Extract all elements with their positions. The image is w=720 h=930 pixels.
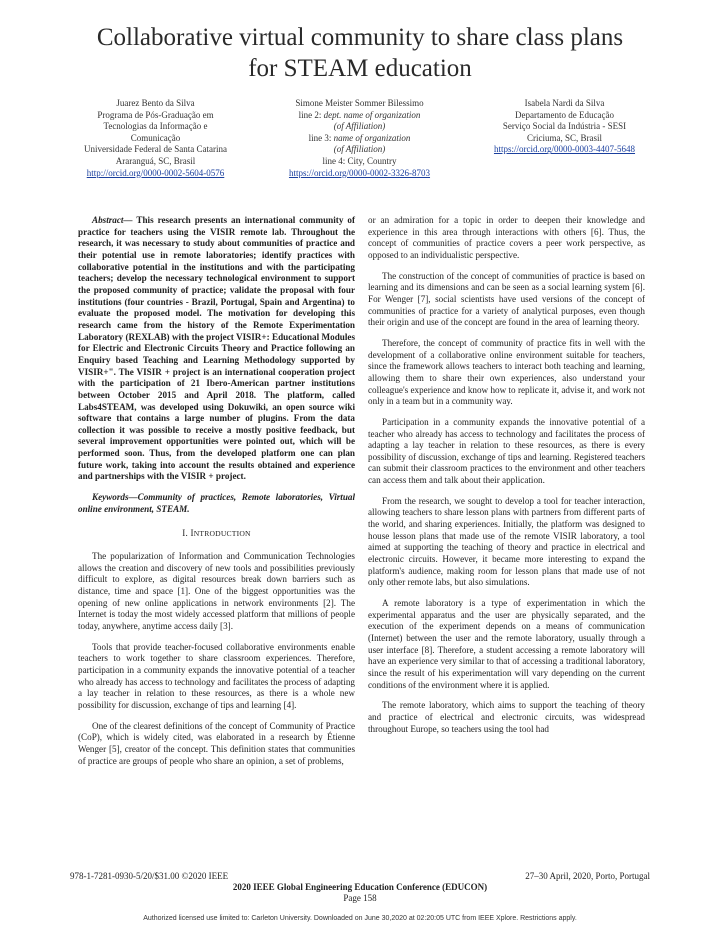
paper-title-line-2: for STEAM education: [248, 55, 472, 82]
abstract-label: Abstract—: [92, 215, 133, 225]
author-affiliation-line: (of Affiliation): [333, 144, 386, 155]
author-affiliation-line: Tecnologias da Informação e: [103, 121, 208, 132]
footer-conference: 2020 IEEE Global Engineering Education Conference (EDUCON): [232, 882, 488, 892]
left-column: [78, 215, 355, 776]
abstract-text: This research presents an international community of practice for teachers using the VISIR remote lab. Throughout the research, it was necessary to study about communities of practice and their potential use in remote laboratories; identify practices with collaborative potential in the institutions and with the participating teachers; develop the necessary technological environment to support the proposed community of practice; validate the proposal with four institutions (four countries - Brazil, Portugal, Spain and Argentina) to evaluate the proposed model. The motivation for developing this research came from the history of the Remote Experimentation Laboratory (REXLAB) with the project VISIR+: Educational Modules for Electric and Electronic Circuits Theory and Practice following an Enquiry based Teaching and Learning Methodology supported by VISIR+". The VISIR + project is an international cooperation project with the participation of 21 Ibero-American partner institutions between October 2015 and April 2018. The platform, called Labs4STEAM, was developed using Dokuwiki, an open source wiki software that contains a large number of plugins. From the data collection it was possible to receive a mostly positive feedback, but several improvement opportunities were pointed out, which will be performed soon. Thus, from the developed platform one can plan future work, taking into account the results obtained and experience and partnerships with the VISIR + project.: [78, 215, 355, 482]
abstract: [78, 215, 355, 483]
orcid-link[interactable]: https://orcid.org/0000-0002-3326-8703: [288, 167, 431, 178]
paper-title-line-1: Collaborative virtual community to share class plans: [96, 24, 624, 51]
author-affiliation-line: line 4: City, Country: [322, 155, 397, 166]
author-name: Isabela Nardi da Silva: [524, 98, 605, 108]
section-heading-introduction: [78, 528, 355, 540]
line-prefix: line 2:: [298, 109, 324, 120]
orcid-link[interactable]: http://orcid.org/0000-0002-5604-0576: [86, 167, 225, 178]
license-notice: Authorized licensed use limited to: Carleton University. Downloaded on June 30,2020 at 02:20:05 UTC from IEEE Xplore. Restrictions apply.: [143, 915, 577, 922]
paragraph: A remote laboratory is a type of experimentation in which the experimental apparatus and the user are physically separated, and the execution of the experiment depends on a means of communication (Internet) between the user and the remote laboratory, usually through a user interface [8]. Therefore, a student accessing a remote laboratory will have an experience very similar to that of accessing a traditional laboratory, since the result of his experimentation will vary depending on the current conditions of the environment where it is applied.: [368, 598, 645, 690]
paper-title: [40, 22, 680, 84]
paragraph: One of the clearest definitions of the concept of Community of Practice (CoP), which is widely cited, was elaborated in a research by Étienne Wenger [5], creator of the concept. This definition states that communities of practice are groups of people who share an opinion, a set of problems,: [78, 720, 355, 766]
paragraph: From the research, we sought to develop a tool for teacher interaction, allowing teachers to share lesson plans with partners from different parts of the world, and sharing experiences. Initially, the platform was designed to house lesson plans that made use of the remote VISIR laboratory, a tool aimed at supporting the teaching of theory and practice in electrical and electronic circuits. However, it became more interesting to expand the platform's audience, making room for lesson plans that made use of not only other remote labs, but also simulations.: [368, 495, 645, 588]
author-affiliation-line: [257, 133, 462, 145]
placeholder-text: dept. name of organization: [323, 109, 421, 120]
placeholder-text: name of organization: [333, 132, 411, 143]
paragraph: Tools that provide teacher-focused collaborative environments enable teachers to work together to share classroom experiences. Therefore, participation in a community expands the innovative potential of a teacher who already has access to technology and facilitates the process of adapting a lay teacher in relation to these resources, as there is a whole new possibility for discussion, exchange of tips and learning [4].: [78, 641, 355, 710]
author-affiliation-line: Araranguá, SC, Brasil: [115, 155, 196, 166]
author-affiliation-line: Departamento de Educação: [515, 109, 614, 120]
author-affiliation-line: Comunicação: [130, 132, 181, 143]
author-affiliation-line: Universidade Federal de Santa Catarina: [84, 144, 227, 155]
author-name: Simone Meister Sommer Bilessimo: [295, 98, 424, 108]
author-block-2: [257, 98, 462, 179]
author-affiliation-line: (of Affiliation): [333, 121, 386, 132]
section-initial: I: [190, 528, 194, 539]
paragraph: or an admiration for a topic in order to deepen their knowledge and experience in this area through interactions with others [6]. Thus, the concept of communities of practice covers a peer work perspective, as opposed to an individualistic perspective.: [368, 215, 645, 260]
paragraph: The popularization of Information and Communication Technologies allows the creation and discovery of new tools and possibilities previously difficult to explore, as digital resources break down barriers such as distance, time and space [1]. One of the biggest opportunities was the opening of new online applications in network environments [2]. The Internet is today the most widely accessed platform that millions of people today, anywhere, anytime access daily [3].: [78, 551, 355, 631]
section-number: I.: [182, 528, 188, 539]
author-block-3: [462, 98, 667, 156]
orcid-link[interactable]: https://orcid.org/0000-0003-4407-5648: [493, 144, 636, 155]
author-block-1: [53, 98, 258, 179]
author-name: Juarez Bento da Silva: [116, 98, 195, 108]
footer-page-number: Page 158: [343, 893, 377, 903]
paragraph: The remote laboratory, which aims to support the teaching of theory and practice of electrical and electronic circuits, was widespread throughout Europe, so teachers using the tool had: [368, 700, 645, 734]
paragraph: Therefore, the concept of community of practice fits in well with the development of a collaborative online environment suitable for teachers, since the framework allows teachers to interact both teaching and learning, allowing them to share their own experiences, also understand your colleague's experience and know how to replicate it, advise it, and work not only in a team but in a community way.: [368, 337, 645, 407]
author-affiliation-line: [257, 110, 462, 122]
author-affiliation-line: Programa de Pós-Graduação em: [97, 109, 214, 120]
right-column: [368, 215, 645, 744]
author-affiliation-line: Serviço Social da Indústria - SESI: [502, 121, 627, 132]
footer-date: 27–30 April, 2020, Porto, Portugal: [525, 871, 650, 881]
paragraph: The construction of the concept of communities of practice is based on learning and its dimensions and can be seen as a social learning system [6]. For Wenger [7], social scientists have used versions of the concept of communities of practice for a variety of analytical purposes, even though their origin and use of the concept are found in the area of learning theory.: [368, 270, 645, 328]
keywords: Keywords—Community of practices, Remote laboratories, Virtual online environment, STEAM.: [78, 492, 355, 514]
author-affiliation-line: Criciuma, SC, Brasil: [527, 132, 602, 143]
line-prefix: line 3:: [308, 132, 334, 143]
footer-isbn: 978-1-7281-0930-5/20/$31.00 ©2020 IEEE: [70, 871, 229, 881]
section-title-rest: NTRODUCTION: [193, 529, 251, 539]
paragraph: Participation in a community expands the innovative potential of a teacher who already has access to technology and facilitates the process of adapting a lay teacher in relation to these resources, as there is every possibility of discussion, exchange of tips and learning. Registered teachers can submit their classroom practices to the environment and other teachers can access them and talk about their application.: [368, 416, 645, 486]
